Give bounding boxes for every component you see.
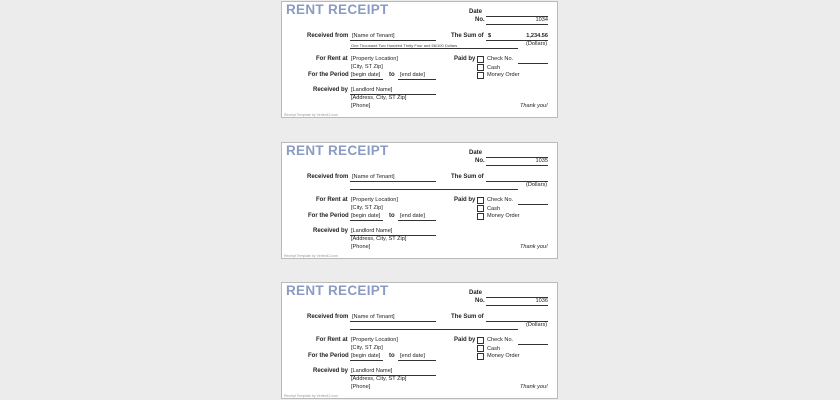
check-label: Check No. — [487, 197, 514, 203]
received-from-label: Received from — [307, 174, 349, 180]
paid-by-label: Paid by — [454, 337, 476, 343]
property-city: [City, ST Zip] — [351, 64, 383, 70]
landlord-address: [Address, City, ST Zip] — [351, 95, 407, 101]
number-label: No. — [475, 298, 485, 304]
check-number-field[interactable] — [518, 197, 548, 205]
landlord-phone: [Phone] — [351, 244, 371, 250]
sum-label: The Sum of — [451, 314, 484, 320]
landlord-address: [Address, City, ST Zip] — [351, 236, 407, 242]
check-checkbox[interactable] — [477, 197, 484, 204]
received-from-label: Received from — [307, 33, 349, 39]
rent-receipt-2 — [281, 142, 558, 259]
receipt-title: RENT RECEIPT — [286, 2, 389, 17]
cash-label: Cash — [487, 65, 501, 71]
number-label: No. — [475, 158, 485, 164]
end-date: [end date] — [400, 213, 425, 219]
property-city: [City, ST Zip] — [351, 205, 383, 211]
template-credit: Receipt Template by Vertex42.com — [284, 254, 339, 258]
tenant-name: [Name of Tenant] — [352, 314, 395, 320]
cash-label: Cash — [487, 346, 501, 352]
template-credit: Receipt Template by Vertex42.com — [284, 394, 339, 398]
received-from-label: Received from — [307, 314, 349, 320]
landlord-phone: [Phone] — [351, 103, 371, 109]
receipt-title: RENT RECEIPT — [286, 143, 389, 158]
to-label: to — [389, 72, 395, 78]
landlord-name: [Landlord Name] — [351, 228, 393, 234]
date-field[interactable] — [486, 290, 548, 298]
landlord-phone: [Phone] — [351, 384, 371, 390]
receipt-number: 1036 — [535, 298, 548, 304]
rent-receipt-3 — [281, 282, 558, 399]
number-label: No. — [475, 17, 485, 23]
check-checkbox[interactable] — [477, 337, 484, 344]
money-order-checkbox[interactable] — [477, 353, 484, 360]
check-label: Check No. — [487, 56, 514, 62]
property-location: [Property Location] — [351, 197, 398, 203]
period-label: For the Period — [308, 353, 349, 359]
amount-in-words: One Thousand Two Hundred Thirty Four and 56/100 Dollars — [351, 43, 458, 48]
dollars-label: (Dollars) — [526, 182, 548, 188]
tenant-name: [Name of Tenant] — [352, 33, 395, 39]
begin-date: [begin date] — [351, 72, 381, 78]
amount-words-field[interactable] — [350, 182, 518, 190]
cash-checkbox[interactable] — [477, 64, 484, 71]
receipt-number: 1034 — [535, 17, 548, 23]
thank-you-note: Thank you! — [520, 244, 548, 250]
check-checkbox[interactable] — [477, 56, 484, 63]
date-label: Date — [469, 9, 483, 15]
check-number-field[interactable] — [518, 56, 548, 64]
property-location: [Property Location] — [351, 56, 398, 62]
amount-words-field[interactable] — [350, 322, 518, 330]
to-label: to — [389, 213, 395, 219]
received-by-label: Received by — [313, 87, 349, 93]
period-label: For the Period — [308, 213, 349, 219]
received-by-label: Received by — [313, 368, 349, 374]
sum-label: The Sum of — [451, 33, 484, 39]
begin-date: [begin date] — [351, 213, 381, 219]
receipt-number: 1035 — [535, 158, 548, 164]
date-field[interactable] — [486, 9, 548, 17]
rent-receipt-1 — [281, 1, 558, 118]
paid-by-label: Paid by — [454, 56, 476, 62]
cash-label: Cash — [487, 206, 501, 212]
cash-checkbox[interactable] — [477, 345, 484, 352]
check-label: Check No. — [487, 337, 514, 343]
to-label: to — [389, 353, 395, 359]
property-city: [City, ST Zip] — [351, 345, 383, 351]
money-order-checkbox[interactable] — [477, 72, 484, 79]
landlord-address: [Address, City, ST Zip] — [351, 376, 407, 382]
dollars-label: (Dollars) — [526, 41, 548, 47]
paid-by-label: Paid by — [454, 197, 476, 203]
received-by-label: Received by — [313, 228, 349, 234]
for-rent-label: For Rent at — [316, 197, 348, 203]
landlord-name: [Landlord Name] — [351, 87, 393, 93]
period-label: For the Period — [308, 72, 349, 78]
template-credit: Receipt Template by Vertex42.com — [284, 113, 339, 117]
for-rent-label: For Rent at — [316, 56, 348, 62]
sum-field[interactable] — [486, 314, 548, 322]
date-label: Date — [469, 150, 483, 156]
end-date: [end date] — [400, 72, 425, 78]
cash-checkbox[interactable] — [477, 205, 484, 212]
receipt-title: RENT RECEIPT — [286, 283, 389, 298]
money-order-checkbox[interactable] — [477, 213, 484, 220]
money-order-label: Money Order — [487, 213, 520, 219]
for-rent-label: For Rent at — [316, 337, 348, 343]
currency-symbol: $ — [488, 33, 492, 39]
check-number-field[interactable] — [518, 337, 548, 345]
amount-value: 1,234.56 — [526, 33, 548, 39]
date-field[interactable] — [486, 150, 548, 158]
dollars-label: (Dollars) — [526, 322, 548, 328]
thank-you-note: Thank you! — [520, 384, 548, 390]
thank-you-note: Thank you! — [520, 103, 548, 109]
date-label: Date — [469, 290, 483, 296]
tenant-name: [Name of Tenant] — [352, 174, 395, 180]
money-order-label: Money Order — [487, 353, 520, 359]
sum-label: The Sum of — [451, 174, 484, 180]
landlord-name: [Landlord Name] — [351, 368, 393, 374]
property-location: [Property Location] — [351, 337, 398, 343]
sum-field[interactable] — [486, 174, 548, 182]
money-order-label: Money Order — [487, 72, 520, 78]
end-date: [end date] — [400, 353, 425, 359]
begin-date: [begin date] — [351, 353, 381, 359]
